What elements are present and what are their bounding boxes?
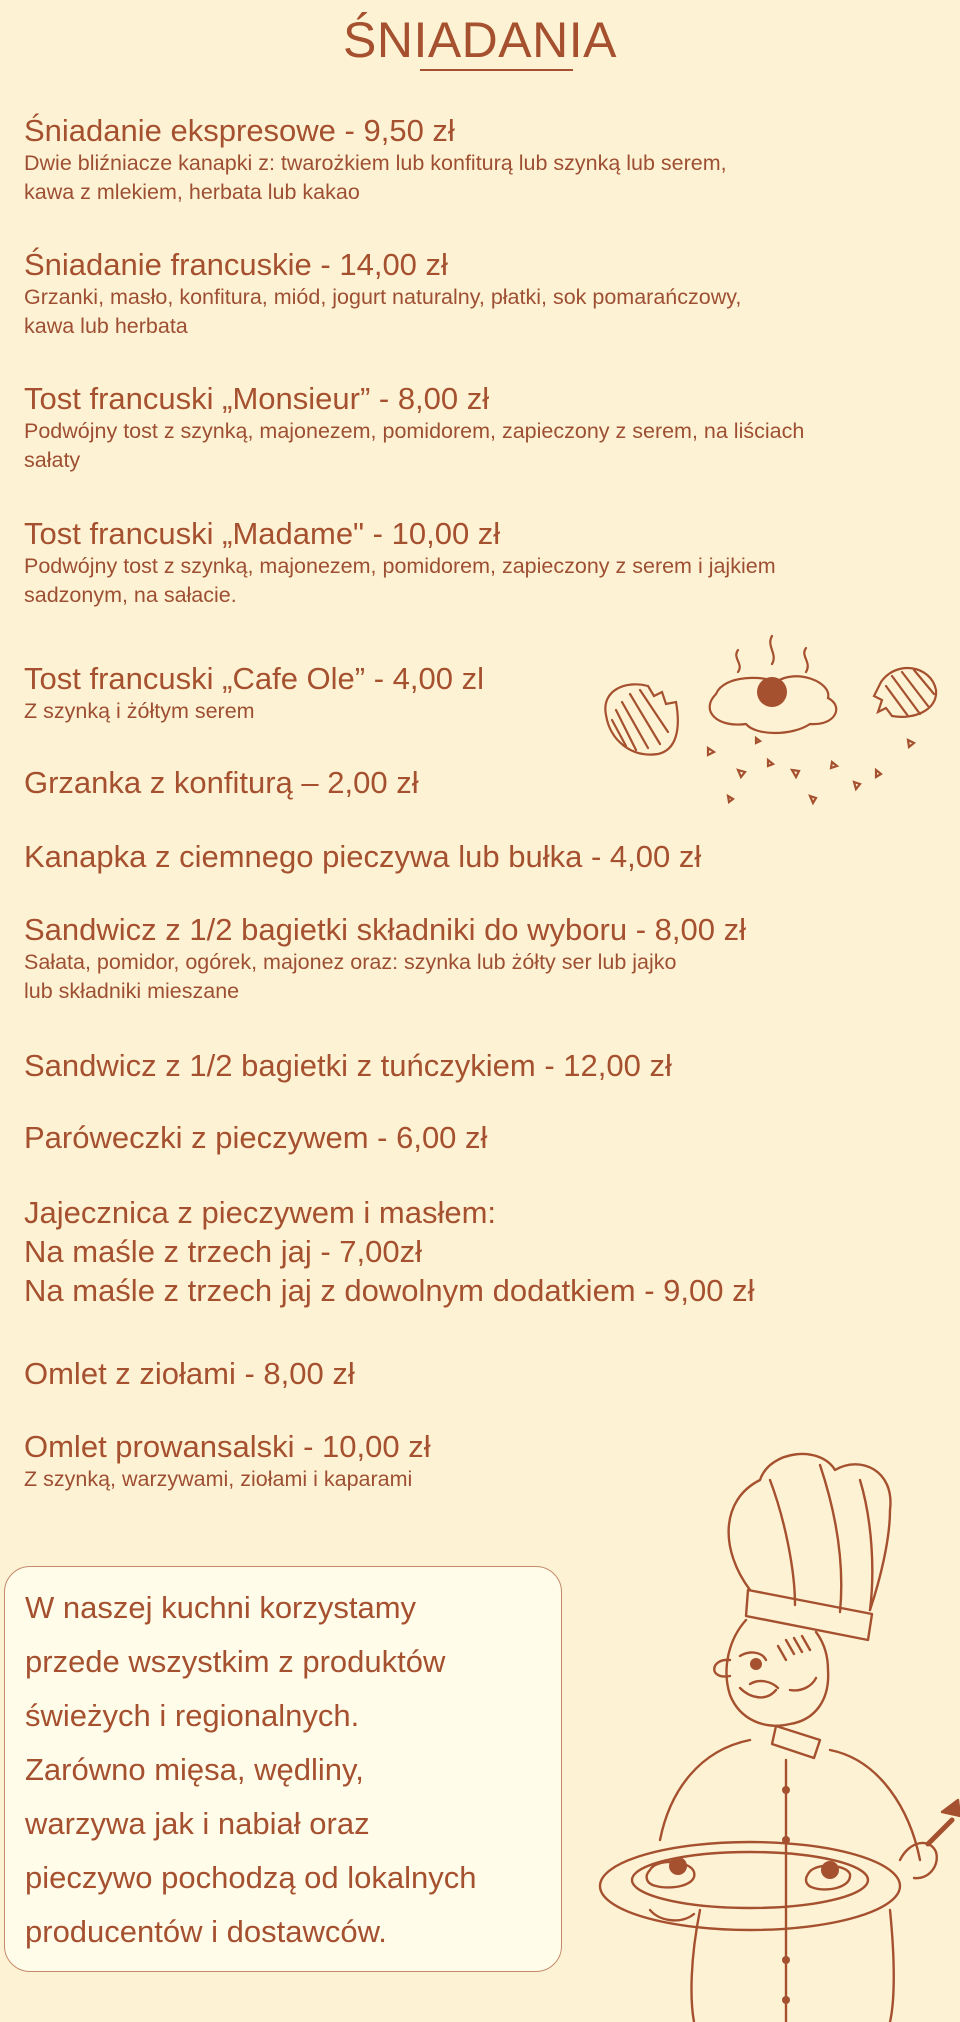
menu-item-title: Grzanka z konfiturą – 2,00 zł bbox=[24, 765, 419, 800]
menu-item-title: Omlet prowansalski - 10,00 zł bbox=[24, 1429, 431, 1464]
menu-item bbox=[24, 1193, 924, 1310]
note-line: warzywa jak i nabiał oraz bbox=[25, 1806, 370, 1841]
menu-item-title: Śniadanie francuskie - 14,00 zł bbox=[24, 247, 448, 282]
menu-item-title: Tost francuski „Cafe Ole” - 4,00 zl bbox=[24, 661, 484, 696]
menu-item bbox=[24, 515, 924, 611]
menu-item bbox=[24, 246, 924, 342]
title-underline bbox=[420, 69, 573, 71]
menu-item bbox=[24, 911, 924, 1007]
menu-item-title: Śniadanie ekspresowe - 9,50 zł bbox=[24, 113, 455, 148]
menu-item-desc: Sałata, pomidor, ogórek, majonez oraz: szynka lub żółty ser lub jajko bbox=[24, 950, 677, 974]
note-line: przede wszystkim z produktów bbox=[25, 1644, 446, 1679]
menu-item bbox=[24, 1047, 924, 1085]
menu-item-desc: Dwie bliźniacze kanapki z: twarożkiem lub konfiturą lub szynką lub serem, bbox=[24, 151, 727, 175]
menu-item-desc: lub składniki mieszane bbox=[24, 979, 240, 1003]
menu-item bbox=[24, 838, 924, 876]
menu-item-desc: Grzanki, masło, konfitura, miód, jogurt naturalny, płatki, sok pomarańczowy, bbox=[24, 285, 742, 309]
menu-item-desc: Z szynką i żółtym serem bbox=[24, 699, 255, 723]
menu-item-title: Kanapka z ciemnego pieczywa lub bułka - 4,00 zł bbox=[24, 839, 702, 874]
menu-item-option: Na maśle z trzech jaj z dowolnym dodatkiem - 9,00 zł bbox=[24, 1273, 755, 1308]
menu-item-desc: Podwójny tost z szynką, majonezem, pomidorem, zapieczony z serem, na liściach bbox=[24, 419, 805, 443]
menu-item-desc: Podwójny tost z szynką, majonezem, pomidorem, zapieczony z serem i jajkiem bbox=[24, 554, 776, 578]
menu-item-option: Na maśle z trzech jaj - 7,00zł bbox=[24, 1234, 422, 1269]
note-line: producentów i dostawców. bbox=[25, 1914, 387, 1949]
page-title: ŚNIADANIA bbox=[342, 12, 617, 68]
menu-item-desc: sałaty bbox=[24, 448, 81, 472]
menu-item-title: Tost francuski „Monsieur” - 8,00 zł bbox=[24, 381, 490, 416]
menu-item-title: Jajecznica z pieczywem i masłem: bbox=[24, 1195, 497, 1230]
note-line: Zarówno mięsa, wędliny, bbox=[25, 1752, 364, 1787]
info-note bbox=[4, 1566, 562, 1972]
note-line: świeżych i regionalnych. bbox=[25, 1698, 360, 1733]
menu-item bbox=[24, 380, 924, 476]
menu-item bbox=[24, 112, 924, 208]
menu-item-title: Omlet z ziołami - 8,00 zł bbox=[24, 1356, 355, 1391]
menu-item-title: Tost francuski „Madame" - 10,00 zł bbox=[24, 516, 501, 551]
menu-item-desc: kawa lub herbata bbox=[24, 314, 188, 338]
menu-item-desc: sadzonym, na sałacie. bbox=[24, 583, 237, 607]
chef-illustration bbox=[590, 1440, 960, 2022]
note-line: pieczywo pochodzą od lokalnych bbox=[25, 1860, 477, 1895]
menu-item-title: Paróweczki z pieczywem - 6,00 zł bbox=[24, 1120, 488, 1155]
menu-item-desc: Z szynką, warzywami, ziołami i kaparami bbox=[24, 1467, 413, 1491]
menu-item-title: Sandwicz z 1/2 bagietki składniki do wyboru - 8,00 zł bbox=[24, 912, 746, 947]
menu-item bbox=[24, 1355, 924, 1393]
menu-item-desc: kawa z mlekiem, herbata lub kakao bbox=[24, 180, 360, 204]
note-line: W naszej kuchni korzystamy bbox=[25, 1590, 417, 1625]
menu-item bbox=[24, 1119, 924, 1157]
menu-item-title: Sandwicz z 1/2 bagietki z tuńczykiem - 12,00 zł bbox=[24, 1048, 672, 1083]
cracked-egg-illustration bbox=[596, 620, 946, 810]
